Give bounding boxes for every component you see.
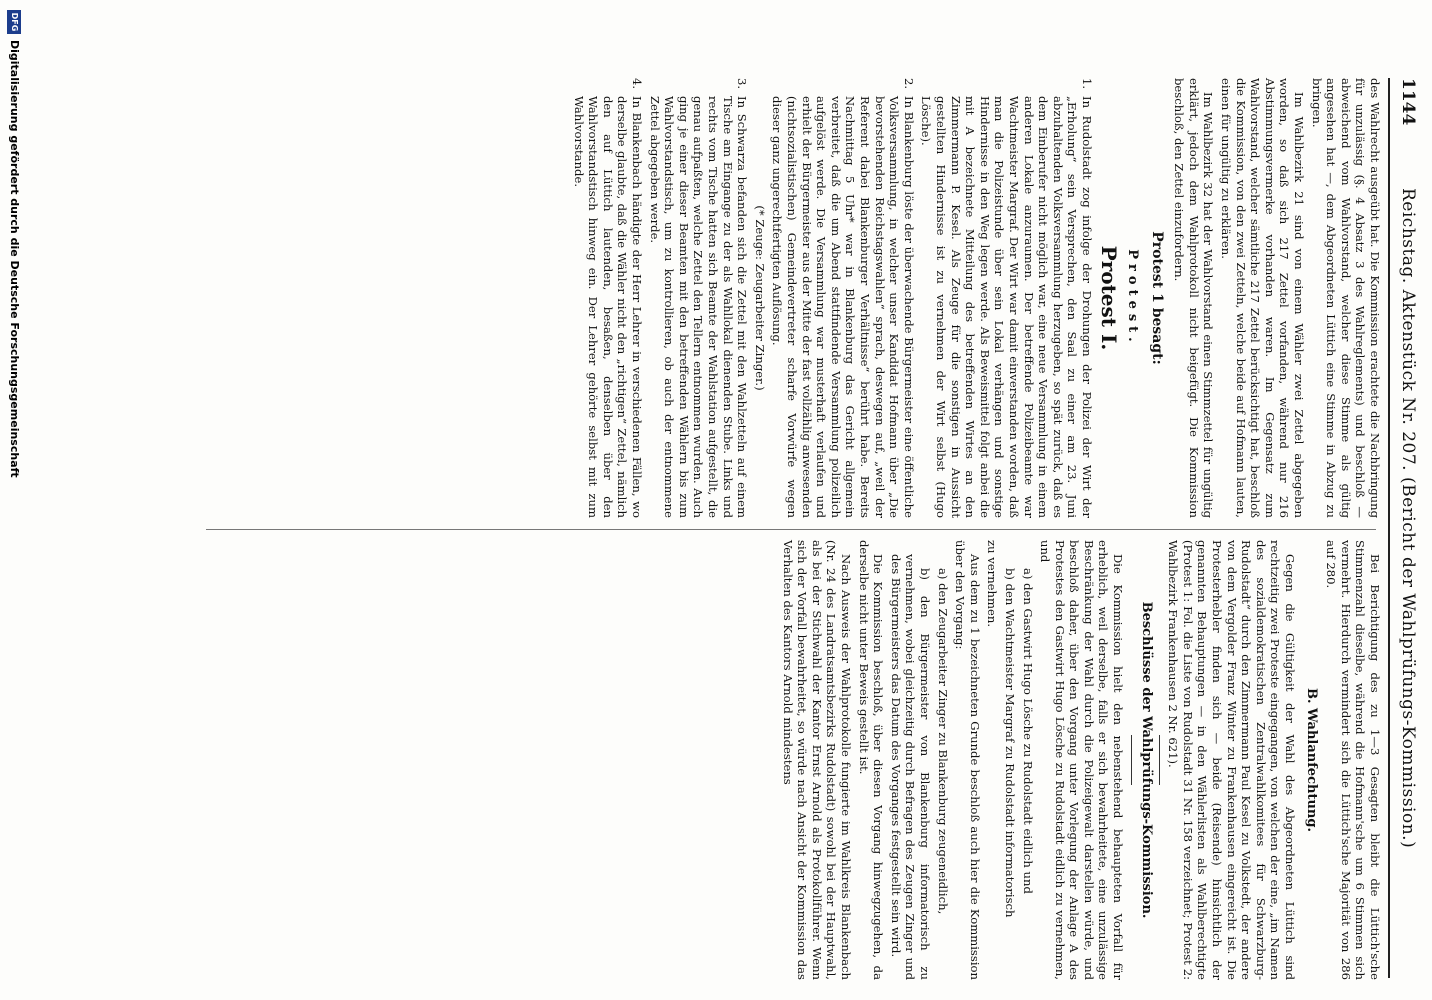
page-header xyxy=(1388,78,1424,978)
paragraph: Die Kommission hielt den nebenstehend behaupteten Vorfall für erheblich, weil derselbe, falls er sich bewahrheitete, eine unzulässige Beschränkung der Wahl durch die Polizeigewalt darstellen würde, und beschloß daher, über den Vorgang unter Vorlegung der Anlage A des Protestes den Gastwirt Hugo Lösche zu Rudolstadt eidlich zu vernehmen, und xyxy=(1038,540,1126,980)
paragraph: Gegen die Gültigkeit der Wahl des Abgeordneten Lüttich sind rechtzeitig zwei Proteste eingegangen, von welchen der eine, „im Namen des sozialdemokratischen Zentralwahlkomitees für Schwarzburg-Rudolstadt“ durch den Zimmermann Paul Kesel zu Volkstedt, der andere von dem Vergolder Franz Winter zu Frankenhausen eingereicht ist. Die Protesterhebler finden sich — beide (Reisende) hinsichtlich der genannten Behauptungen — in den Wählerlisten als Wahlberechtigte (Protest 1: Fol. die Liste von Rudolstadt 31 Nr. 158 verzeichnet; Protest 2: Wahlbezirk Frankenhausen 2 Nr. 621). xyxy=(1166,540,1298,980)
column-divider xyxy=(206,529,1376,530)
protest-title: Protest I. xyxy=(1097,245,1122,351)
divider-rule xyxy=(1159,735,1160,785)
page-number: 1144 xyxy=(1398,78,1418,126)
credit-text: Digitalisierung gefördert durch die Deutsche Forschungsgemeinschaft xyxy=(8,40,21,478)
protest-intro: Protest 1 besagt: xyxy=(1148,231,1165,365)
paragraph: Bei Berichtigung des zu 1—3 Gesagten bleibt die Lüttich'sche Stimmenzahl dieselbe, während die Hofmann'sche um 6 Stimmen sich vermehrt. Hierdurch vermindert sich die Lüttich'sche Majorität von 286 auf 280. xyxy=(1324,540,1382,980)
digitization-credit xyxy=(2,0,24,1000)
resolutions-heading: Beschlüsse der Wahlprüfungs-Kommission. xyxy=(1138,601,1154,919)
divider-rule xyxy=(1131,735,1132,785)
paragraph: Die Kommission beschloß, über diesen Vorgang hinwegzugehen, da derselbe nicht unter Beweis gestellt ist. xyxy=(856,540,886,980)
paragraph: Im Wahlbezirk 32 hat der Wahlvorstand einen Stimmzettel für ungültig erklärt, jedoch dem Wahlprotokoll nicht beigefügt. Die Kommission beschloß, den Zettel einzufordern. xyxy=(1172,78,1216,518)
list-item: 4. In Blankenbach händigte der Herr Lehrer in verschiedenen Fällen, wo derselbe glaubte, daß die Wähler nicht den „richtigen“ Zettel, nämlich den auf Lüttich lautenden, besaßen, denselben über den Wahlvorstandstisch hinweg ein. Der Lehrer gehörte selbst mit zum Wahlvorstande. xyxy=(571,78,645,518)
footnote: (* Zeuge: Zeugarbeiter Zinger.) xyxy=(752,205,767,391)
list-item: a) den Zeugarbeiter Zinger zu Blankenburg zeugeneidlich, xyxy=(935,568,950,915)
protest-heading: Protest. xyxy=(1125,249,1141,347)
section-heading: B. Wahlanfechtung. xyxy=(1303,688,1319,832)
paragraph: Im Wahlbezirk 21 sind von einem Wähler zwei Zettel abgegeben worden, so daß sich 217 Zettel vorfanden, während nur 216 Abstimmungsvermerke vorhanden waren. Im Gegensatz zum Wahlvorstand, welcher sämtliche 217 Zettel berücksichtigt hat, beschloß die Kommission, von den zwei Zetteln, welche beide auf Hofmann lauten, einen für ungültig zu erklären. xyxy=(1219,78,1307,518)
right-column xyxy=(777,540,1382,980)
dfg-logo-icon: DFG xyxy=(7,10,21,34)
paragraph: des Wahlrecht ausgeübt hat. Die Kommission erachtete die Nachbringung für unzulässig (§. 4 Absatz 3 des Wahlreglements) und beschloß — abweichend vom Wahlvorstand, welcher diese Stimme als gültig angesehen hat —, dem Abgeordneten Lüttich eine Stimme in Abzug zu bringen. xyxy=(1309,78,1382,518)
list-item: 2. In Blankenburg löste der überwachende Bürgermeister eine öffentliche Volksversammlung, in welcher unser Kandidat Hofmann über „Die bevorstehenden Reichstagswahlen“ sprach, deswegen auf, „weil der Referent dabei Blankenburger Verhältnisse“ berührt habe. Bereits Nachmittag 5 Uhr* war in Blankenburg das Gericht allgemein verbreitet, daß die um Abend stattfindende Versammlung polizeilich aufgelöst werde. Die Versammlung war musterhaft verlaufen und erhielt der Bürgermeister aus der Mitte der fast vollzählig anwesenden (nichtsozialistischen) Gemeindevertreter scharfe Vorwürfe wegen dieser ganz ungerechtfertigten Auflösung. xyxy=(770,78,916,518)
left-column xyxy=(568,78,1382,518)
paragraph: zu vernehmen. xyxy=(985,540,1000,628)
list-item: 1. In Rudolstadt zog infolge der Drohungen der Polizei der Wirt der „Erholung“ sein Versprechen, den Saal zu einer am 23. Juni abzuhaltenden Volksversammlung herzugeben, so spät zurück, daß es dem Einberufer nicht möglich war, eine neue Versammlung in einem anderen Lokale anzuraumen. Der betreffende Polizeibeamte war Wachtmeister Margraf. Der Wirt war damit einverstanden worden, daß man die Polizeistunde über sein Lokal verhängen und sonstige Hindernisse in den Weg legen werde. Als Beweismittel folgt anbei die mit A bezeichnete Mitteilung des betreffenden Wirtes an den Zimmermann P. Kesel. Als Zeuge für die sonstigen in Aussicht gestellten Hindernisse ist zu vernehmen der Wirt selbst (Hugo Lösche). xyxy=(919,78,1094,518)
list-item: b) den Bürgermeister von Blankenburg informatorisch zu vernehmen, wobei gleichzeitig durch Befragen des Zeugen Zinger und des Bürgermeisters das Datum des Vorganges festgestellt sein wird. xyxy=(888,554,932,980)
list-item: 3. In Schwarza befanden sich die Zettel mit den Wahlzetteln auf einem Tische am Eingange zu der als Wahllokal dienenden Stube. Links und rechts vom Tische hatten sich Beamte der Wahlstation aufgestellt, die genau aufpaßten, welche Zettel den Tellern entnommen wurden. Auch ging je einer dieser Beamten mit den betreffenden Wählern bis zum Wahlvorstandstisch, um zu kontrollieren, ob auch der entnommene Zettel abgegeben werde. xyxy=(647,78,750,518)
running-title: Reichstag. Aktenstück Nr. 207. (Bericht der Wahlprüfungs-Kommission.) xyxy=(1398,188,1418,849)
paragraph: Nach Ausweis der Wahlprotokolle fungierte im Wahlkreis Blankenbach (Nr. 24 des Landratsamtsbezirks Rudolstadt) sowohl bei der Hauptwahl, als bei der Stichwahl der Kantor Ernst Arnold als Protokollführer. Wenn sich der Vorfall bewahrheitet, so würde nach Ansicht der Kommission das Verhalten des Kantors Arnold mindestens xyxy=(780,540,853,980)
paragraph: Aus dem zu 1 bezeichneten Grunde beschloß auch hier die Kommission über den Vorgang: xyxy=(953,540,982,980)
list-item: a) den Gastwirt Hugo Lösche zu Rudolstadt eidlich und xyxy=(1020,568,1035,894)
list-item: b) den Wachtmeister Margraf zu Rudolstadt informatorisch xyxy=(1002,568,1017,918)
